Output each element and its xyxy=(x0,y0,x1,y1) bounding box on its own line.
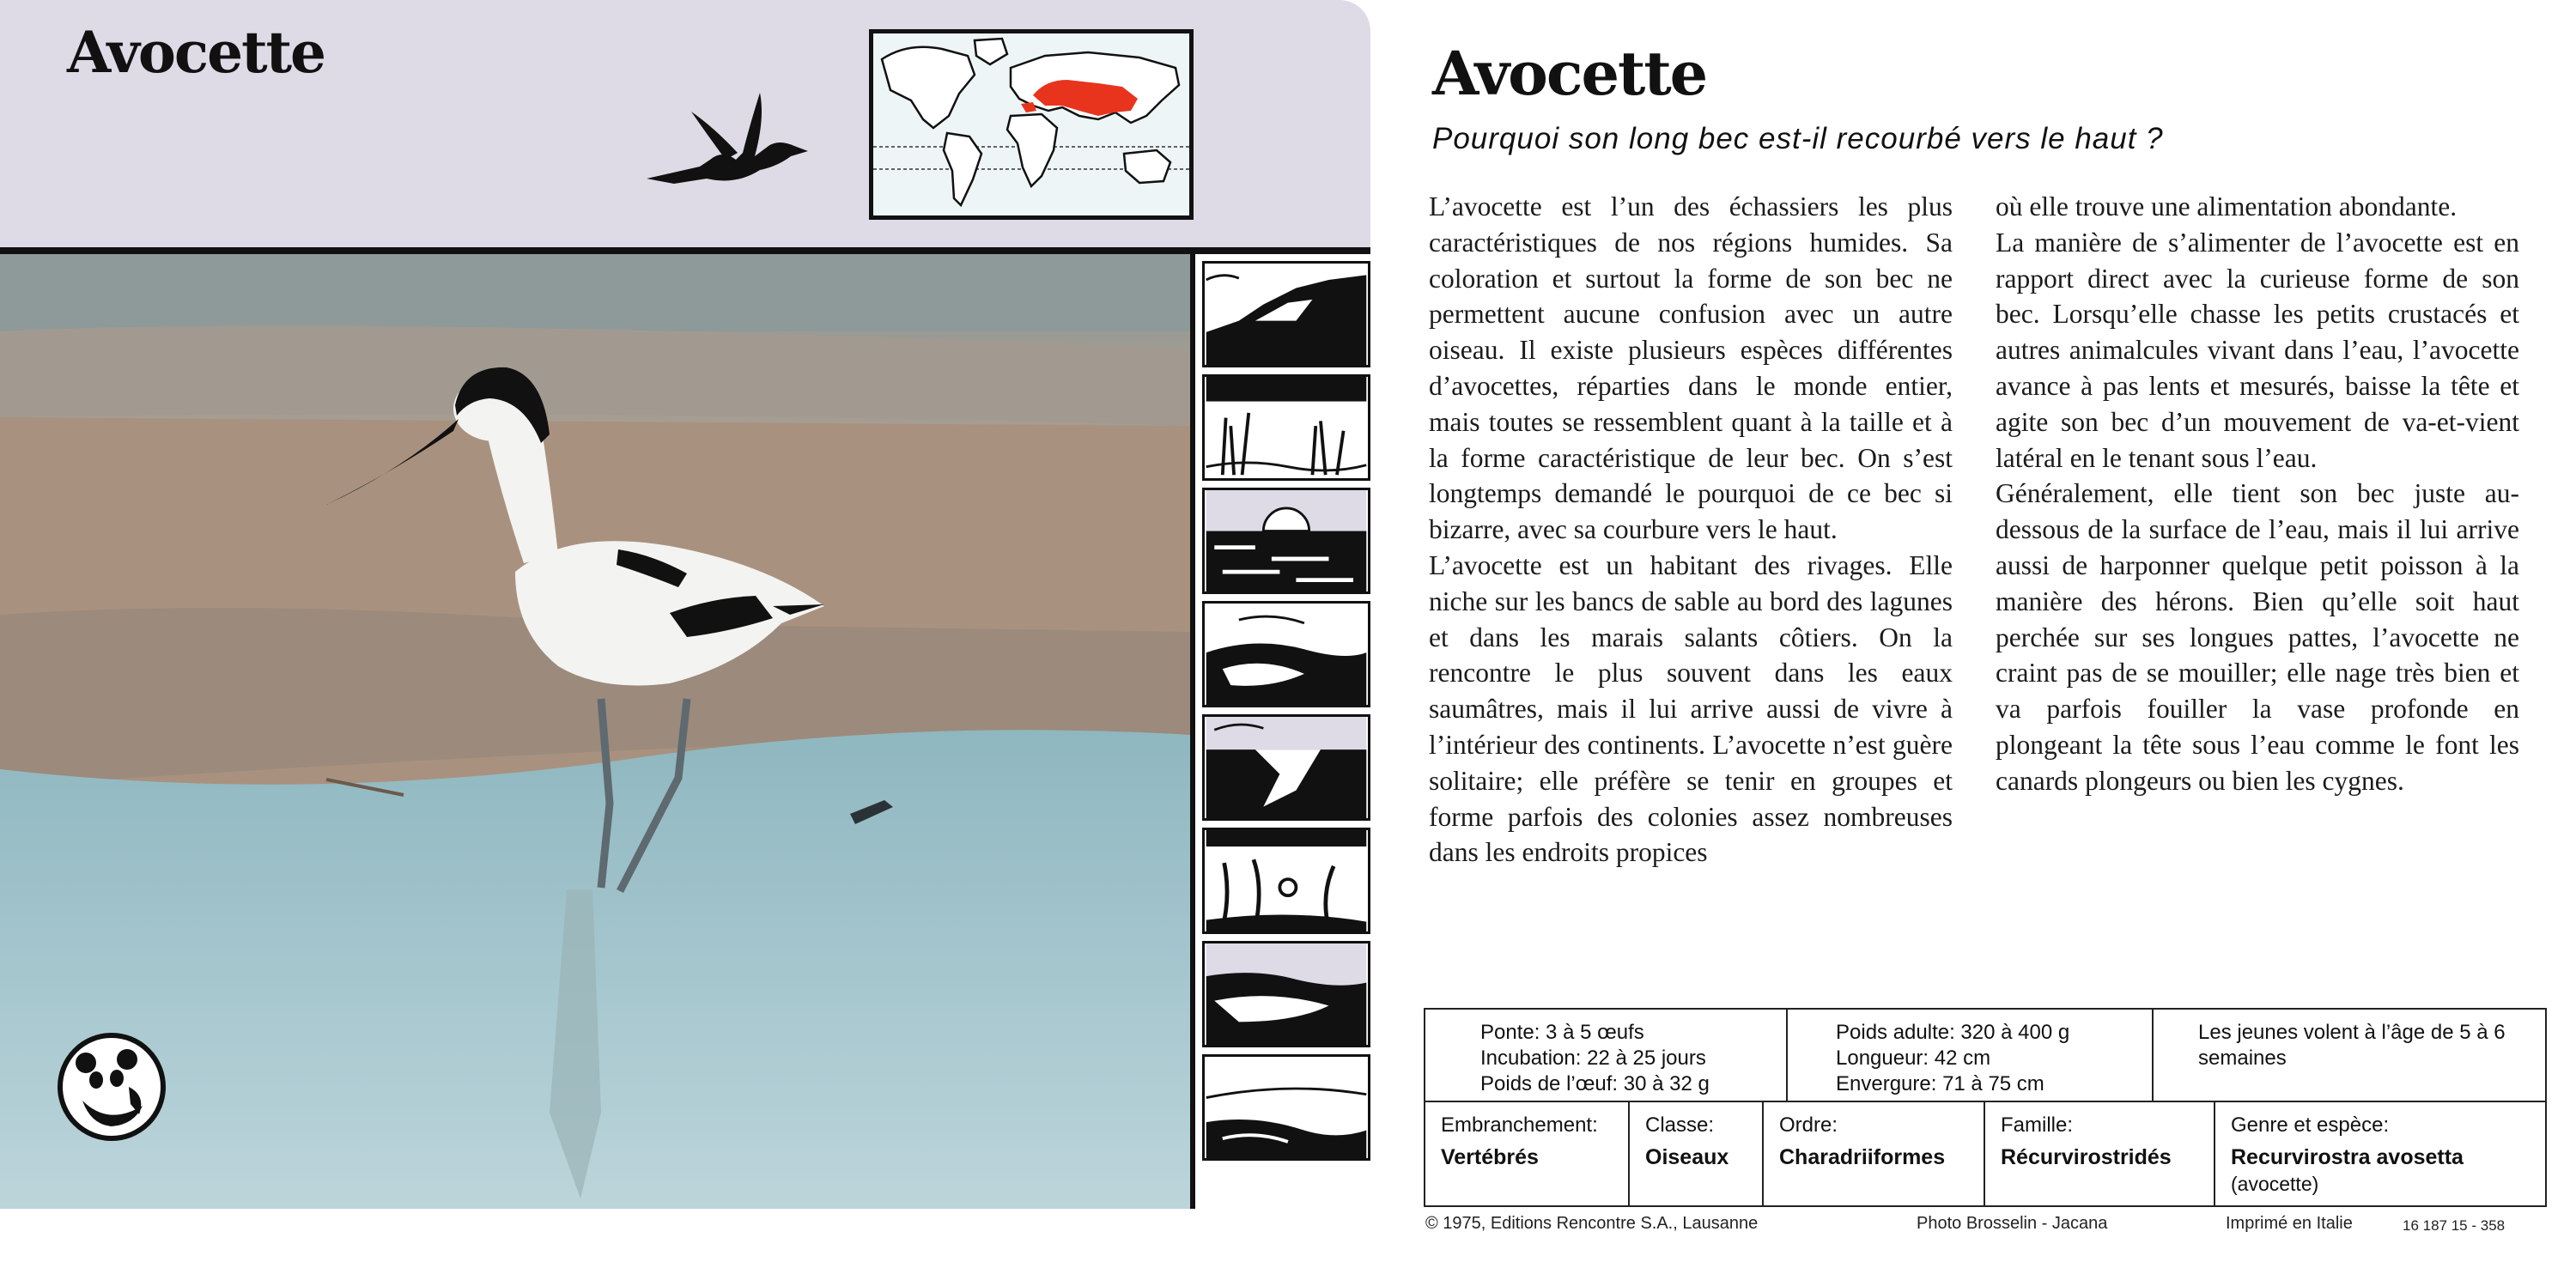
photo-credit: Photo Brosselin - Jacana xyxy=(1917,1214,2108,1233)
taxonomy-value: Vertébrés xyxy=(1441,1145,1539,1169)
taxonomy-value: Récurvirostridés xyxy=(2001,1145,2172,1169)
printed-in: Imprimé en Italie xyxy=(2226,1214,2353,1233)
text-column-1 xyxy=(1429,189,1953,871)
taxonomy-row xyxy=(1425,1102,2545,1207)
habitat-shore-icon xyxy=(1202,1054,1370,1161)
habitat-mountains-icon xyxy=(1202,261,1370,367)
paragraph: L’avocette est l’un des échassiers les plus caractéristiques de nos régions humides. Sa coloration et surtout la forme de son bec ne permettent aucune confusion avec un autre oiseau. Il existe plusieurs espèces différentes d’avocettes, réparties dans le monde entier, mais toutes se ressemblent quant à la taille et à la forme caractéristique de leur bec. On s’est longtemps demandé le pourquoi de ce bec si bizarre, avec sa courbure vers le haut. xyxy=(1429,191,1953,545)
measures-cell xyxy=(1786,1010,2152,1101)
taxonomy-value: Oiseaux xyxy=(1645,1145,1729,1169)
fact-wingspan: Envergure: 71 à 75 cm xyxy=(1836,1072,2044,1095)
wwf-panda-logo xyxy=(57,1032,167,1142)
young-cell xyxy=(2152,1010,2547,1101)
card-title: Avocette xyxy=(67,19,325,86)
taxonomy-classe xyxy=(1628,1102,1762,1207)
card-question: Pourquoi son long bec est-il recourbé vers le haut ? xyxy=(1432,122,2164,155)
right-card xyxy=(1401,0,2576,1262)
paragraph: Généralement, elle tient son bec juste au-dessous de la surface de l’eau, mais il lui arrive aussi de harponner quelque petit poisson à la manière des hérons. Bien qu’elle soit haut perchée sur ses longues pattes, l’avocette ne craint pas de se mouiller; elle nage très bien et va parfois fouiller la vase profonde en plongeant la tête sous l’eau comme le font les canards plongeurs ou bien les cygnes. xyxy=(1996,478,2519,796)
card-title: Avocette xyxy=(1432,38,1707,109)
distribution-map xyxy=(869,29,1194,220)
fact-young: Les jeunes volent à l’âge de 5 à 6 semaines xyxy=(2198,1021,2506,1070)
reproduction-cell xyxy=(1425,1010,1786,1101)
habitat-sea-sunset-icon xyxy=(1202,488,1370,594)
taxonomy-embranchement xyxy=(1425,1102,1628,1207)
text-column-2 xyxy=(1996,189,2519,799)
header-divider xyxy=(0,247,1370,254)
habitat-marsh-icon xyxy=(1202,374,1370,481)
facts-table xyxy=(1424,1008,2547,1207)
fact-incubation: Incubation: 22 à 25 jours xyxy=(1480,1047,1706,1070)
taxonomy-label: Famille: xyxy=(2001,1113,2074,1137)
fact-egg-weight: Poids de l’œuf: 30 à 32 g xyxy=(1480,1072,1710,1095)
copyright-text: © 1975, Editions Rencontre S.A., Lausanne xyxy=(1425,1214,1759,1233)
habitat-lagoon-icon xyxy=(1202,601,1370,707)
habitat-coast-icon xyxy=(1202,714,1370,821)
taxonomy-label: Ordre: xyxy=(1779,1113,1838,1137)
fact-length: Longueur: 42 cm xyxy=(1836,1047,1991,1070)
habitat-river-icon xyxy=(1202,941,1370,1047)
habitat-pictograms xyxy=(1190,254,1370,1209)
taxonomy-genre xyxy=(2214,1102,2547,1207)
taxonomy-value: Charadriiformes xyxy=(1779,1145,1946,1169)
habitat-underwater-icon xyxy=(1202,828,1370,934)
taxonomy-ordre xyxy=(1762,1102,1984,1207)
taxonomy-famille xyxy=(1984,1102,2214,1207)
flying-bird-icon xyxy=(640,77,811,197)
header-band xyxy=(0,0,1370,247)
facts-row xyxy=(1425,1010,2545,1102)
taxonomy-value: Recurvirostra avosetta xyxy=(2231,1145,2464,1169)
paragraph: La manière de s’alimenter de l’avocette est en rapport direct avec la curieuse forme de son bec. Lorsqu’elle chasse les petits crustacés et autres animalcules vivant dans l’eau, l’avocette avance à pas lents et mesurés, baisse la tête et agite son bec d’un mouvement de va-et-vient latéral en le tenant sous l’eau. xyxy=(1996,227,2519,473)
paragraph: L’avocette est un habitant des rivages. Elle niche sur les bancs de sable au bord des lagunes et dans les marais salants côtiers. On la rencontre le plus souvent dans les eaux saumâtres, mais il lui arrive aussi de vivre à l’intérieur des continents. L’avocette n’est guère solitaire; elle préfère se tenir en groupes et forme parfois des colonies assez nombreuses dans les endroits propices xyxy=(1429,549,1953,868)
taxonomy-common-name: (avocette) xyxy=(2231,1173,2319,1195)
card-code: 16 187 15 - 358 xyxy=(2403,1217,2506,1234)
taxonomy-label: Genre et espèce: xyxy=(2231,1113,2390,1137)
taxonomy-label: Embranchement: xyxy=(1441,1113,1598,1137)
fact-adult-weight: Poids adulte: 320 à 400 g xyxy=(1836,1021,2070,1044)
taxonomy-label: Classe: xyxy=(1645,1113,1715,1137)
fact-ponte: Ponte: 3 à 5 œufs xyxy=(1480,1021,1644,1044)
avocet-photo xyxy=(0,254,1190,1209)
paragraph: où elle trouve une alimentation abondante. xyxy=(1996,191,2458,221)
